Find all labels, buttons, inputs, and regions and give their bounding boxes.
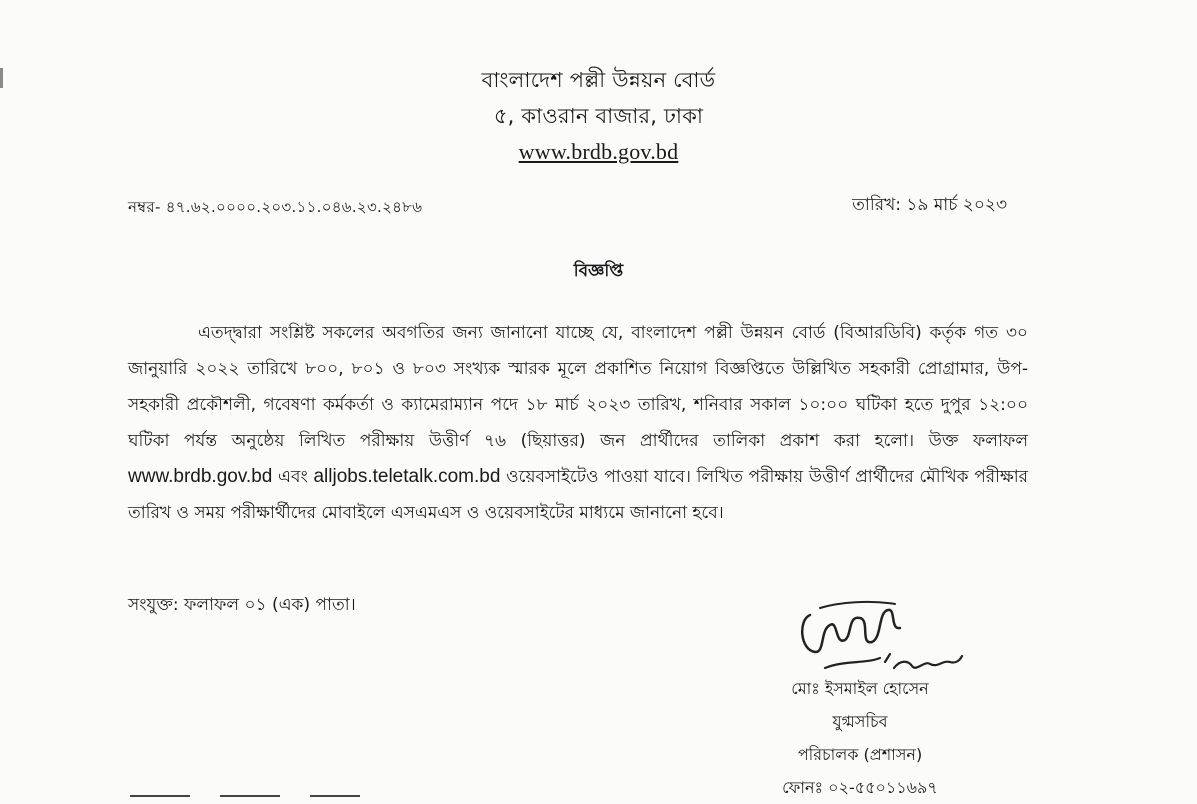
notice-title: বিজ্ঞপ্তি [573, 261, 624, 281]
organization-name: বাংলাদেশ পল্লী উন্নয়ন বোর্ড [481, 68, 716, 92]
signatory-role: পরিচালক (প্রশাসন) [797, 745, 923, 764]
organization-address: ৫, কাওরান বাজার, ঢাকা [493, 104, 704, 128]
signatory-block [700, 672, 1020, 804]
letterhead [0, 62, 1197, 170]
notice-body-and: এবং [278, 467, 308, 487]
signatory-name: মোঃ ইসমাইল হোসেন [791, 679, 929, 698]
signatory-phone: ফোনঃ ০২-৫৫০১১৬৯৭ [782, 778, 938, 797]
handwritten-signature [790, 590, 970, 685]
brdb-website-link[interactable]: www.brdb.gov.bd [128, 466, 273, 487]
scan-bottom-marks [130, 790, 430, 800]
memo-date: তারিখ: ১৯ মার্চ ২০২৩ [852, 195, 1007, 215]
signatory-designation: যুগ্মসচিব [832, 712, 888, 731]
attachment-note: সংযুক্ত: ফলাফল ০১ (এক) পাতা। [128, 595, 356, 615]
notice-body [128, 315, 1028, 531]
notice-body-part1: এতদ্দ্বারা সংশ্লিষ্ট সকলের অবগতির জন্য জানানো যাচ্ছে যে, বাংলাদেশ পল্লী উন্নয়ন বোর্ড (বিআরডিবি) কর্তৃক গত ৩০ জানুয়ারি ২০২২ তারিখে ৮০০, ৮০১ ও ৮০৩ সংখ্যক স্মারক মূলে প্রকাশিত নিয়োগ বিজ্ঞপ্তিতে উল্লিখিত সহকারী প্রোগ্রামার, উপ-সহকারী প্রকৌশলী, গবেষণা কর্মকর্তা ও ক্যামেরাম্যান পদে ১৮ মার্চ ২০২৩ তারিখ, শনিবার সকাল ১০:০০ ঘটিকা হতে দুপুর ১২:০০ ঘটিকা পর্যন্ত অনুষ্ঠেয় লিখিত পরীক্ষায় উত্তীর্ণ ৭৬ (ছিয়াত্তর) জন প্রার্থীদের তালিকা প্রকাশ করা হলো। উক্ত ফলাফল [128, 323, 1028, 451]
notice-body-part2: ওয়েবসাইটেও পাওয়া যাবে। লিখিত পরীক্ষায় উত্তীর্ণ প্রার্থীদের মৌখিক পরীক্ষার তারিখ ও সময় পরীক্ষার্থীদের মোবাইলে এসএমএস ও ওয়েবসাইটের মাধ্যমে জানানো হবে। [128, 467, 1029, 523]
teletalk-website-link[interactable]: alljobs.teletalk.com.bd [313, 466, 501, 487]
organization-website[interactable]: www.brdb.gov.bd [518, 139, 679, 164]
memo-number: নম্বর- ৪৭.৬২.০০০০.২০৩.১১.০৪৬.২৩.২৪৮৬ [128, 198, 423, 216]
